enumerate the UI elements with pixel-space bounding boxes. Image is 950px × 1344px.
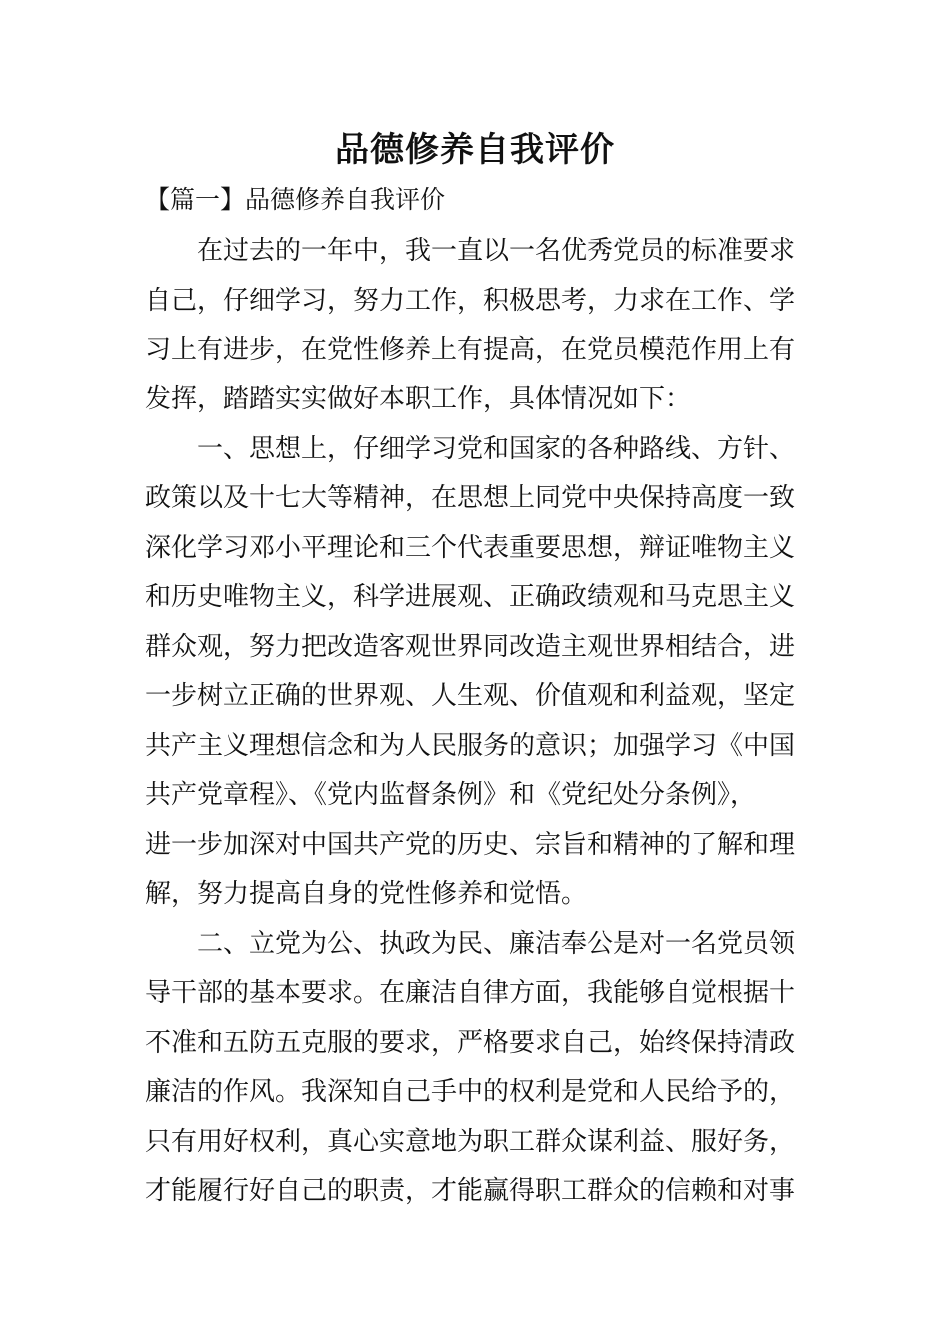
paragraph-2-line-9: 进一步加深对中国共产党的历史、宗旨和精神的了解和理 (145, 830, 796, 860)
paragraph-3-line-4: 廉洁的作风。我深知自己手中的权利是党和人民给予的， (145, 1077, 796, 1107)
paragraph-2-line-6: 一步树立正确的世界观、人生观、价值观和利益观，坚定 (145, 681, 796, 711)
paragraph-2-line-10: 解，努力提高自身的党性修养和觉悟。 (145, 879, 588, 909)
paragraph-2-line-7: 共产主义理想信念和为人民服务的意识；加强学习《中国 (145, 731, 796, 761)
paragraph-3-line-2: 导干部的基本要求。在廉洁自律方面，我能够自觉根据十 (145, 978, 796, 1008)
paragraph-2-line-8: 共产党章程》、《党内监督条例》和《党纪处分条例》， (145, 780, 757, 810)
paragraph-1-line-1: 在过去的一年中，我一直以一名优秀党员的标准要求 (197, 236, 796, 266)
paragraph-3-line-6: 才能履行好自己的职责，才能赢得职工群众的信赖和对事 (145, 1176, 796, 1206)
paragraph-2-line-3: 深化学习邓小平理论和三个代表重要思想，辩证唯物主义 (145, 533, 796, 563)
paragraph-3-line-1: 二、立党为公、执政为民、廉洁奉公是对一名党员领 (197, 929, 796, 959)
paragraph-1-line-2: 自己，仔细学习，努力工作，积极思考，力求在工作、学 (145, 286, 796, 316)
paragraph-2-line-5: 群众观，努力把改造客观世界同改造主观世界相结合，进 (145, 632, 796, 662)
paragraph-2-line-2: 政策以及十七大等精神，在思想上同党中央保持高度一致 (145, 483, 796, 513)
section-heading: 【篇一】品德修养自我评价 (145, 185, 446, 214)
paragraph-2-line-4: 和历史唯物主义，科学进展观、正确政绩观和马克思主义 (145, 582, 796, 612)
paragraph-2-line-1: 一、思想上，仔细学习党和国家的各种路线、方针、 (197, 434, 796, 464)
paragraph-1-line-4: 发挥，踏踏实实做好本职工作，具体情况如下： (145, 384, 692, 414)
paragraph-1-line-3: 习上有进步，在党性修养上有提高，在党员模范作用上有 (145, 335, 796, 365)
document-title: 品德修养自我评价 (335, 130, 615, 170)
paragraph-3-line-5: 只有用好权利，真心实意地为职工群众谋利益、服好务， (145, 1127, 796, 1157)
paragraph-3-line-3: 不准和五防五克服的要求，严格要求自己，始终保持清政 (145, 1028, 796, 1058)
